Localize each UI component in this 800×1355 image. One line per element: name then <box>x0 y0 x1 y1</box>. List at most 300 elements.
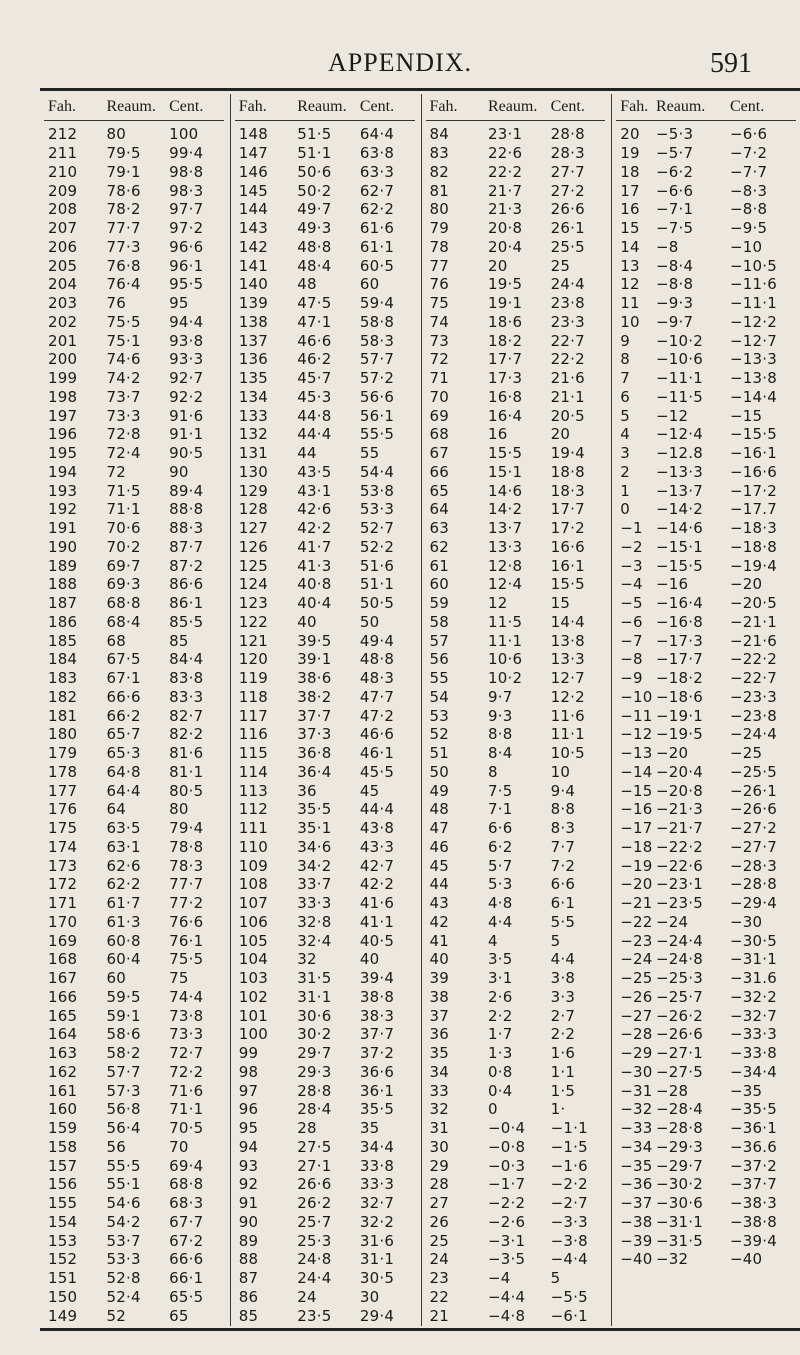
cent-value: 83·8 <box>169 669 204 688</box>
reaum-header: Reaum. <box>106 98 156 115</box>
fah-value: 75 <box>429 294 449 313</box>
cent-value: 71·1 <box>169 1100 204 1119</box>
table-row <box>231 144 421 163</box>
cent-value: −15·5 <box>729 425 777 444</box>
fah-value: 126 <box>238 537 268 556</box>
fah-value: 42 <box>429 912 449 931</box>
fah-value: 208 <box>48 200 78 219</box>
table-row <box>231 125 421 144</box>
fah-value: 156 <box>48 1175 78 1194</box>
reaum-value: 70·2 <box>106 537 141 556</box>
table-row <box>231 875 421 894</box>
reaum-value: 58·6 <box>106 1025 141 1044</box>
fah-value: −2 <box>620 537 643 556</box>
fah-value: 23 <box>429 1269 449 1288</box>
reaum-value: −16·4 <box>655 594 703 613</box>
table-row <box>612 256 800 275</box>
cent-value: −35·5 <box>729 1100 777 1119</box>
reaum-value: −7·1 <box>655 200 694 219</box>
fah-value: 192 <box>48 500 78 519</box>
reaum-value: 55·5 <box>106 1156 141 1175</box>
reaum-value: 73·3 <box>106 406 141 425</box>
fah-value: 200 <box>48 350 78 369</box>
fah-value: 13 <box>620 256 640 275</box>
table-row <box>422 1119 612 1138</box>
fah-value: 185 <box>48 631 78 650</box>
cent-value: −23·3 <box>729 687 777 706</box>
cent-value: 1·1 <box>550 1062 576 1081</box>
reaum-value: 23·5 <box>297 1306 332 1325</box>
table-row <box>422 181 612 200</box>
fah-value: −4 <box>620 575 643 594</box>
table-row <box>422 763 612 782</box>
cent-value: 94·4 <box>169 312 204 331</box>
fah-value: 4 <box>620 425 630 444</box>
reaum-value: 1·7 <box>488 1025 513 1044</box>
cent-value: 81·6 <box>169 744 204 763</box>
table-row <box>422 950 612 969</box>
cent-value: 19·4 <box>550 444 585 463</box>
fah-value: −3 <box>620 556 643 575</box>
table-row <box>231 200 421 219</box>
reaum-value: 13·3 <box>488 537 523 556</box>
reaum-value: −4·8 <box>488 1306 526 1325</box>
table-row <box>40 463 230 482</box>
table-row <box>612 1213 800 1232</box>
fah-value: 41 <box>429 931 449 950</box>
cent-value: 72·2 <box>169 1062 204 1081</box>
reaum-value: −29·7 <box>655 1156 703 1175</box>
cent-value: 100 <box>169 125 199 144</box>
table-row <box>40 388 230 407</box>
cent-value: 92·2 <box>169 387 204 406</box>
table-row <box>422 1081 612 1100</box>
cent-value: 68·3 <box>169 1194 204 1213</box>
fah-value: 48 <box>429 800 449 819</box>
fah-value: 184 <box>48 650 78 669</box>
table-row <box>40 1288 230 1307</box>
reaum-value: −10·2 <box>655 331 703 350</box>
fah-value: 84 <box>429 125 449 144</box>
table-row <box>231 163 421 182</box>
table-row <box>40 950 230 969</box>
cent-value: −3·3 <box>550 1212 588 1231</box>
table-row <box>40 538 230 557</box>
reaum-value: −24·8 <box>655 950 703 969</box>
cent-value: 43·3 <box>359 837 395 856</box>
fah-value: 64 <box>429 500 449 519</box>
cent-value: −21·6 <box>729 631 777 650</box>
table-row <box>40 1006 230 1025</box>
reaum-value: 44 <box>297 444 317 463</box>
table-row <box>40 1081 230 1100</box>
cent-value: 48·3 <box>359 669 395 688</box>
reaum-value: −7·5 <box>655 219 694 238</box>
cent-value: 18·8 <box>550 462 585 481</box>
table-row <box>40 725 230 744</box>
fah-value: −18 <box>620 837 653 856</box>
cent-value: 17·2 <box>550 519 585 538</box>
table-row <box>422 331 612 350</box>
table-row <box>231 913 421 932</box>
table-row <box>40 1250 230 1269</box>
fah-value: 99 <box>238 1044 259 1063</box>
table-row <box>422 1006 612 1025</box>
fah-value: 61 <box>429 556 449 575</box>
table-row <box>231 1138 421 1157</box>
table-panel-4 <box>611 94 800 1326</box>
reaum-value: 47·5 <box>297 294 332 313</box>
reaum-value: 60·4 <box>106 950 141 969</box>
fah-value: 135 <box>238 369 268 388</box>
cent-value: 87·2 <box>169 556 204 575</box>
cent-value: 50 <box>359 612 380 631</box>
table-row <box>422 1044 612 1063</box>
cent-value: 20 <box>550 425 571 444</box>
cent-value: 21·1 <box>550 387 585 406</box>
fah-value: 143 <box>238 219 268 238</box>
reaum-value: 3·5 <box>488 950 513 969</box>
table-row <box>40 1100 230 1119</box>
running-title: APPENDIX. <box>327 48 473 77</box>
fah-value: −28 <box>620 1025 653 1044</box>
cent-value: 84·4 <box>169 650 204 669</box>
reaum-value: 15·1 <box>488 462 523 481</box>
reaum-value: −32 <box>655 1250 689 1269</box>
table-rows <box>612 125 800 1269</box>
table-row <box>231 1100 421 1119</box>
cent-value: 2·7 <box>550 1006 576 1025</box>
fah-value: 159 <box>48 1119 78 1138</box>
table-row <box>612 950 800 969</box>
table-row <box>231 350 421 369</box>
cent-value: 8·3 <box>550 819 576 838</box>
reaum-value: 39·5 <box>297 631 332 650</box>
fah-value: 31 <box>429 1119 449 1138</box>
cent-value: −37·2 <box>729 1156 777 1175</box>
cent-value: −32·2 <box>729 987 777 1006</box>
table-row <box>612 1194 800 1213</box>
reaum-value: 68 <box>106 631 126 650</box>
cent-value: 26·6 <box>550 200 585 219</box>
fah-value: −1 <box>620 519 643 538</box>
reaum-value: −2·6 <box>488 1212 526 1231</box>
fah-value: 74 <box>429 312 449 331</box>
fah-value: 111 <box>238 819 268 838</box>
cent-value: −20·5 <box>729 594 777 613</box>
cent-value: 69·4 <box>169 1156 204 1175</box>
cent-header: Cent. <box>169 98 204 115</box>
fah-value: 32 <box>429 1100 449 1119</box>
reaum-value: 43·1 <box>297 481 332 500</box>
fah-header: Fah. <box>429 98 458 115</box>
table-row <box>422 481 612 500</box>
reaum-value: 7·5 <box>488 781 513 800</box>
reaum-value: 77·7 <box>106 219 141 238</box>
cent-value: 72·7 <box>169 1044 204 1063</box>
cent-value: 57·7 <box>359 350 395 369</box>
cent-value: −27·7 <box>729 837 777 856</box>
reaum-value: 29·7 <box>297 1044 332 1063</box>
table-row <box>422 444 612 463</box>
reaum-header: Reaum. <box>488 98 538 115</box>
fah-value: 37 <box>429 1006 449 1025</box>
fah-value: 190 <box>48 537 78 556</box>
reaum-value: 52 <box>106 1306 126 1325</box>
reaum-value: 19·1 <box>488 294 523 313</box>
fah-value: 120 <box>238 650 268 669</box>
fah-value: 154 <box>48 1212 78 1231</box>
reaum-value: 0·4 <box>488 1081 513 1100</box>
reaum-value: 38·6 <box>297 669 332 688</box>
cent-value: 31·6 <box>359 1231 395 1250</box>
fah-value: −13 <box>620 744 653 763</box>
table-row <box>612 425 800 444</box>
reaum-value: 20·8 <box>488 219 523 238</box>
reaum-value: 31·1 <box>297 987 332 1006</box>
fah-value: 103 <box>238 969 268 988</box>
reaum-value: 20·4 <box>488 237 523 256</box>
table-row <box>40 594 230 613</box>
fah-value: 142 <box>238 237 268 256</box>
top-rule <box>40 88 800 91</box>
cent-header: Cent. <box>550 98 585 115</box>
cent-value: −28·3 <box>729 856 777 875</box>
fah-value: 93 <box>238 1156 259 1175</box>
fah-value: −7 <box>620 631 643 650</box>
cent-value: 43·8 <box>359 819 395 838</box>
table-row <box>612 1250 800 1269</box>
fah-value: 1 <box>620 481 630 500</box>
table-row <box>612 1156 800 1175</box>
reaum-value: −21·3 <box>655 800 703 819</box>
cent-value: 62·7 <box>359 181 395 200</box>
cent-value: 6·1 <box>550 894 576 913</box>
cent-value: 36·6 <box>359 1062 395 1081</box>
reaum-value: 8·8 <box>488 725 513 744</box>
cent-value: 37·7 <box>359 1025 395 1044</box>
table-row <box>231 650 421 669</box>
table-row <box>422 1138 612 1157</box>
table-row <box>40 1269 230 1288</box>
cent-value: 73·3 <box>169 1025 204 1044</box>
cent-value: 13·8 <box>550 631 585 650</box>
cent-value: 61·6 <box>359 219 395 238</box>
table-row <box>231 1006 421 1025</box>
cent-header: Cent. <box>729 98 765 115</box>
reaum-value: 60 <box>106 969 126 988</box>
table-row <box>231 313 421 332</box>
table-row <box>40 238 230 257</box>
fah-value: 34 <box>429 1062 449 1081</box>
fah-value: 206 <box>48 237 78 256</box>
table-row <box>422 406 612 425</box>
table-row <box>422 988 612 1007</box>
table-row <box>231 1250 421 1269</box>
cent-value: −30 <box>729 912 763 931</box>
reaum-value: −3·5 <box>488 1250 526 1269</box>
table-row <box>422 163 612 182</box>
cent-value: 34·4 <box>359 1137 395 1156</box>
reaum-value: 43·5 <box>297 462 332 481</box>
fah-value: 178 <box>48 762 78 781</box>
table-row <box>40 688 230 707</box>
reaum-header: Reaum. <box>297 98 347 115</box>
table-row <box>612 163 800 182</box>
table-row <box>40 331 230 350</box>
fah-value: 162 <box>48 1062 78 1081</box>
reaum-value: 4·4 <box>488 912 513 931</box>
table-row <box>422 388 612 407</box>
table-row <box>231 369 421 388</box>
cent-value: 82·2 <box>169 725 204 744</box>
cent-value: 80·5 <box>169 781 204 800</box>
fah-value: 134 <box>238 387 268 406</box>
table-row <box>40 181 230 200</box>
table-row <box>422 781 612 800</box>
reaum-value: 51·5 <box>297 125 332 144</box>
table-row <box>231 744 421 763</box>
cent-value: 32·2 <box>359 1212 395 1231</box>
fah-value: 101 <box>238 1006 268 1025</box>
table-row <box>422 1269 612 1288</box>
table-row <box>231 725 421 744</box>
header-rule <box>235 120 415 121</box>
reaum-value: 51·1 <box>297 144 332 163</box>
cent-value: 18·3 <box>550 481 585 500</box>
reaum-value: 72·4 <box>106 444 141 463</box>
fah-value: −35 <box>620 1156 653 1175</box>
table-row <box>422 725 612 744</box>
reaum-value: 59·1 <box>106 1006 141 1025</box>
table-row <box>40 1175 230 1194</box>
reaum-value: −8 <box>655 237 679 256</box>
cent-value: −12·2 <box>729 312 777 331</box>
table-row <box>612 875 800 894</box>
reaum-value: 61·3 <box>106 912 141 931</box>
table-row <box>40 613 230 632</box>
reaum-value: 48·8 <box>297 237 332 256</box>
table-row <box>612 200 800 219</box>
table-row <box>422 1175 612 1194</box>
fah-value: 195 <box>48 444 78 463</box>
table-row <box>231 463 421 482</box>
reaum-value: −15·5 <box>655 556 703 575</box>
fah-value: 49 <box>429 781 449 800</box>
table-row <box>422 1063 612 1082</box>
reaum-value: 55·1 <box>106 1175 141 1194</box>
fah-value: 204 <box>48 275 78 294</box>
fah-value: 24 <box>429 1250 449 1269</box>
table-row <box>612 538 800 557</box>
reaum-value: −13·3 <box>655 462 703 481</box>
reaum-value: 78·2 <box>106 200 141 219</box>
cent-value: 22·7 <box>550 331 585 350</box>
fah-value: 45 <box>429 856 449 875</box>
table-row <box>231 781 421 800</box>
fah-value: 5 <box>620 406 630 425</box>
reaum-value: 4·8 <box>488 894 513 913</box>
reaum-value: 3·1 <box>488 969 513 988</box>
fah-value: 56 <box>429 650 449 669</box>
reaum-value: −31·1 <box>655 1212 703 1231</box>
fah-value: 130 <box>238 462 268 481</box>
cent-value: 66·6 <box>169 1250 204 1269</box>
table-row <box>231 688 421 707</box>
fah-value: 79 <box>429 219 449 238</box>
fah-value: 188 <box>48 575 78 594</box>
reaum-value: 66·2 <box>106 706 141 725</box>
reaum-value: 2·6 <box>488 987 513 1006</box>
fah-value: 53 <box>429 706 449 725</box>
cent-value: 24·4 <box>550 275 585 294</box>
cent-value: 11·6 <box>550 706 585 725</box>
cent-value: −6·6 <box>729 125 768 144</box>
cent-value: 52·2 <box>359 537 395 556</box>
table-row <box>231 1194 421 1213</box>
cent-value: 51·1 <box>359 575 395 594</box>
cent-value: −26·6 <box>729 800 777 819</box>
table-rows <box>231 125 421 1325</box>
cent-value: −8·8 <box>729 200 768 219</box>
cent-value: −22·7 <box>729 669 777 688</box>
fah-value: 151 <box>48 1269 78 1288</box>
reaum-value: 37·7 <box>297 706 332 725</box>
fah-value: 38 <box>429 987 449 1006</box>
table-row <box>422 1288 612 1307</box>
reaum-value: 34·6 <box>297 837 332 856</box>
reaum-value: −16 <box>655 575 689 594</box>
reaum-value: 37·3 <box>297 725 332 744</box>
cent-value: 27·7 <box>550 162 585 181</box>
reaum-value: 76·8 <box>106 256 141 275</box>
fah-value: 87 <box>238 1269 259 1288</box>
cent-value: 32·7 <box>359 1194 395 1213</box>
fah-value: −24 <box>620 950 653 969</box>
table-row <box>422 1025 612 1044</box>
fah-value: 78 <box>429 237 449 256</box>
table-row <box>612 894 800 913</box>
reaum-value: −16·8 <box>655 612 703 631</box>
table-row <box>422 613 612 632</box>
fah-value: −36 <box>620 1175 653 1194</box>
fah-value: 95 <box>238 1119 259 1138</box>
reaum-value: 6·6 <box>488 819 513 838</box>
reaum-value: −22·6 <box>655 856 703 875</box>
fah-value: 123 <box>238 594 268 613</box>
table-row <box>231 931 421 950</box>
reaum-value: 53·3 <box>106 1250 141 1269</box>
table-row <box>612 313 800 332</box>
reaum-header: Reaum. <box>655 98 706 115</box>
cent-value: 29·4 <box>359 1306 395 1325</box>
cent-header: Cent. <box>359 98 395 115</box>
table-row <box>612 969 800 988</box>
cent-value: −1·5 <box>550 1137 588 1156</box>
cent-value: 35 <box>359 1119 380 1138</box>
table-row <box>612 650 800 669</box>
fah-value: 68 <box>429 425 449 444</box>
cent-value: 5 <box>550 1269 561 1288</box>
fah-value: 94 <box>238 1137 259 1156</box>
cent-value: 30 <box>359 1287 380 1306</box>
table-row <box>612 781 800 800</box>
table-row <box>612 913 800 932</box>
cent-value: 95·5 <box>169 275 204 294</box>
fah-value: 155 <box>48 1194 78 1213</box>
fah-value: 148 <box>238 125 268 144</box>
reaum-value: 71·5 <box>106 481 141 500</box>
